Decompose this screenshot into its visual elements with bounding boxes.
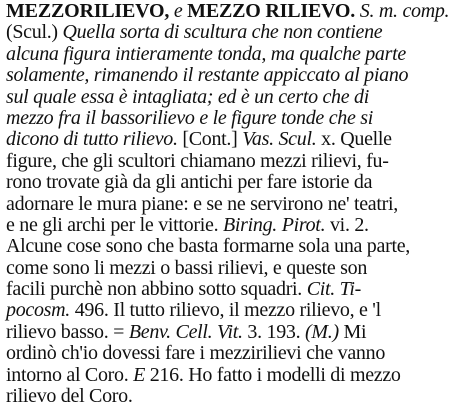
entry-text: ordinò ch'io dovessi fare i mezzirilievi che vanno xyxy=(6,342,386,365)
entry-line xyxy=(6,386,466,407)
entry-text: rono trovate già da gli antichi per fare istorie da xyxy=(6,171,373,194)
entry-line xyxy=(6,343,466,364)
entry-line xyxy=(6,87,466,108)
italic-text: Benv. Cell. Vit. xyxy=(128,320,243,343)
italic-text: Quella sorta di scultura che non contiene xyxy=(62,21,383,44)
headword: MEZZO RILIEVO. xyxy=(187,0,356,22)
entry-text: rilievo basso. = xyxy=(6,320,129,343)
italic-text: (M.) xyxy=(305,320,339,343)
italic-text: dicono di tutto rilievo. xyxy=(6,128,178,151)
entry-text: (Scul.) xyxy=(6,21,63,44)
italic-text: Biring. Pirot. xyxy=(222,213,326,236)
italic-text: solamente, rimanendo il restante appiccato al piano xyxy=(6,64,409,87)
italic-text: mezzo fra il bassorilievo e le figure tonde che si xyxy=(6,106,373,129)
entry-line xyxy=(6,172,466,193)
italic-text: E xyxy=(133,363,146,386)
italic-text: Cit. Ti- xyxy=(306,278,362,301)
entry-text: Alcune cose sono che basta formarne sola una parte, xyxy=(6,235,410,258)
entry-line xyxy=(6,365,466,386)
entry-text: 216. Ho fatto i modelli di mezzo xyxy=(145,363,401,386)
italic-text: S. m. comp. xyxy=(359,0,450,22)
entry-line xyxy=(6,300,466,321)
entry-text: Mi xyxy=(338,320,367,343)
entry-text: [Cont.] xyxy=(177,128,243,151)
entry-line xyxy=(6,65,466,86)
entry-line xyxy=(6,151,466,172)
entry-line xyxy=(6,1,466,22)
entry-text: intorno al Coro. xyxy=(6,363,134,386)
entry-text: come sono li mezzi o bassi rilievi, e queste son xyxy=(6,256,368,279)
entry-text: x. Quelle xyxy=(316,128,392,151)
italic-text: sul quale essa è intagliata; ed è un certo che di xyxy=(6,85,369,108)
italic-text: Vas. Scul. xyxy=(242,128,317,151)
entry-text: figure, che gli scultori chiamano mezzi rilievi, fu- xyxy=(6,149,389,172)
entry-line xyxy=(6,322,466,343)
entry-line xyxy=(6,258,466,279)
entry-text: adornare le mura piane: e se ne servirono ne' teatri, xyxy=(6,192,398,215)
entry-text: 3. 193. xyxy=(242,320,306,343)
entry-line xyxy=(6,129,466,150)
italic-text: alcuna figura intieramente tonda, ma qualche parte xyxy=(6,42,406,65)
entry-line xyxy=(6,194,466,215)
italic-text: e xyxy=(173,0,183,22)
entry-line xyxy=(6,279,466,300)
headword: MEZZORILIEVO, xyxy=(6,0,170,22)
entry-line xyxy=(6,22,466,43)
entry-text: 496. Il tutto rilievo, il mezzo rilievo, e 'l xyxy=(70,299,381,322)
entry-text: vi. 2. xyxy=(325,213,369,236)
dictionary-entry-mezzorilievo xyxy=(6,1,466,407)
italic-text: pocosm. xyxy=(6,299,71,322)
entry-text: rilievo del Coro. xyxy=(6,385,133,408)
entry-line xyxy=(6,215,466,236)
entry-line xyxy=(6,44,466,65)
entry-text: facili purchè non abbino sotto squadri. xyxy=(6,278,307,301)
entry-text: e ne gli archi per le vittorie. xyxy=(6,213,223,236)
entry-line xyxy=(6,236,466,257)
entry-line xyxy=(6,108,466,129)
